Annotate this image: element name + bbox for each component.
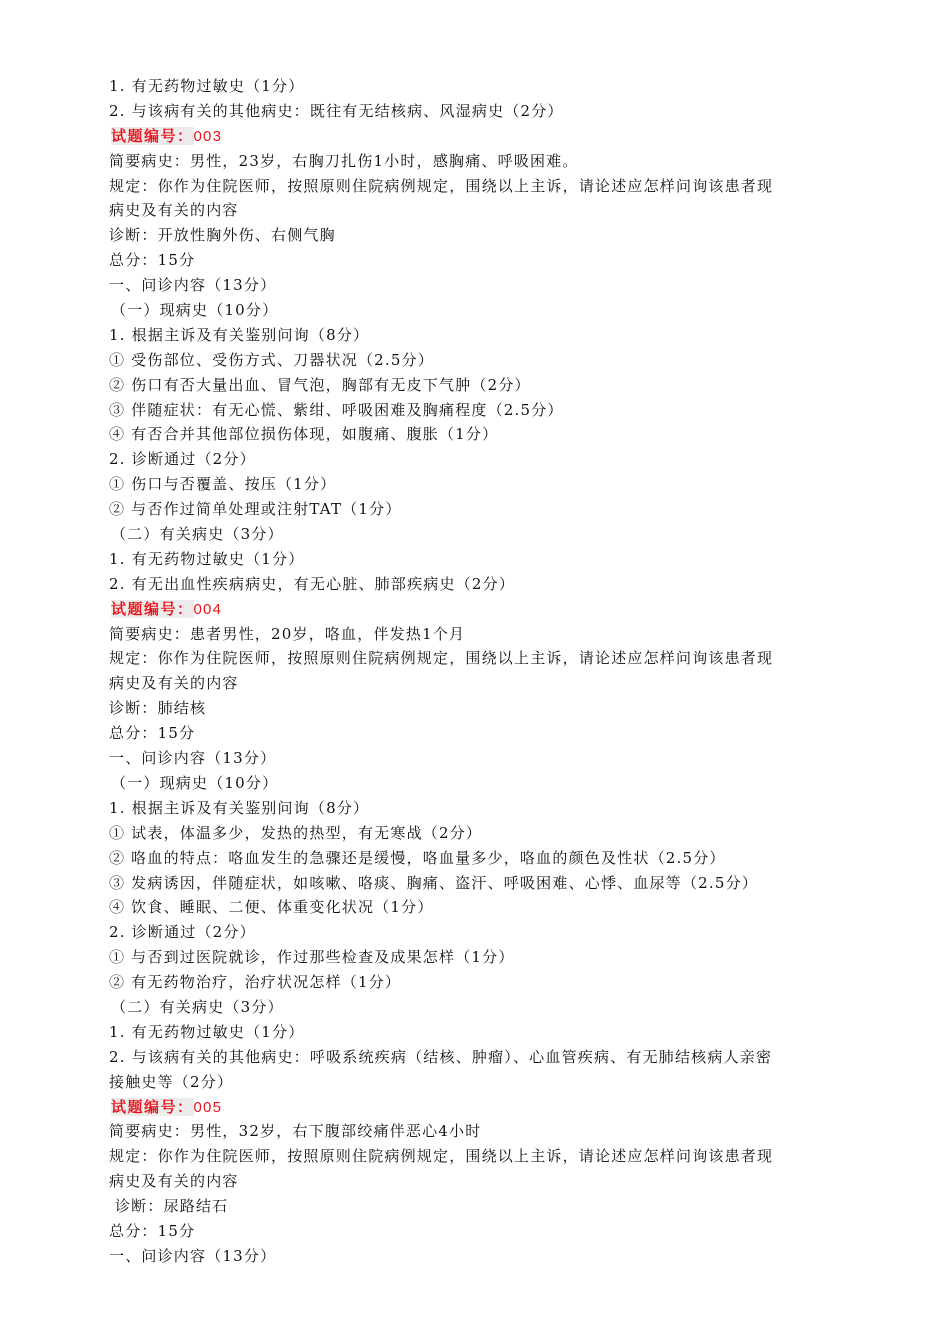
question-id-label: 试题编号： bbox=[111, 599, 194, 618]
text-line: 总分：15分 bbox=[109, 724, 196, 743]
question-id-number: 005 bbox=[193, 1098, 223, 1116]
text-line: 1. 有无药物过敏史（1分） bbox=[109, 549, 305, 568]
text-line: 病史及有关的内容 bbox=[109, 674, 239, 693]
question-id-label: 试题编号： bbox=[111, 126, 194, 145]
text-line: ④ 饮食、睡眠、二便、体重变化状况（1分） bbox=[109, 898, 434, 917]
text-line: ① 受伤部位、受伤方式、刀器状况（2.5分） bbox=[109, 350, 435, 369]
text-line: 1. 根据主诉及有关鉴别问询（8分） bbox=[109, 325, 370, 344]
text-line: 病史及有关的内容 bbox=[109, 1172, 239, 1191]
text-line: 2. 与该病有关的其他病史：呼吸系统疾病（结核、肿瘤）、心血管疾病、有无肺结核病人亲密 bbox=[109, 1047, 773, 1066]
text-line: 2. 诊断通过（2分） bbox=[109, 450, 256, 469]
text-line: ① 试表，体温多少，发热的热型，有无寒战（2分） bbox=[109, 823, 483, 842]
text-line: 一、问诊内容（13分） bbox=[109, 749, 277, 768]
text-line: 2. 与该病有关的其他病史：既往有无结核病、风湿病史（2分） bbox=[109, 101, 564, 120]
text-line: （一）现病史（10分） bbox=[111, 301, 279, 320]
text-line: 诊断：开放性胸外伤、右侧气胸 bbox=[109, 226, 336, 245]
text-line: 规定：你作为住院医师，按照原则住院病例规定，围绕以上主诉，请论述应怎样问询该患者现 bbox=[109, 176, 774, 195]
text-line: （一）现病史（10分） bbox=[111, 773, 279, 792]
text-line: 1. 根据主诉及有关鉴别问询（8分） bbox=[109, 798, 370, 817]
question-id-number: 004 bbox=[193, 600, 223, 618]
text-line: 接触史等（2分） bbox=[109, 1072, 234, 1091]
text-line: （二）有关病史（3分） bbox=[111, 997, 284, 1016]
text-line: ① 与否到过医院就诊，作过那些检查及成果怎样（1分） bbox=[109, 948, 515, 967]
question-id-heading bbox=[109, 597, 829, 622]
text-line: 2. 诊断通过（2分） bbox=[109, 923, 256, 942]
text-line: ② 有无药物治疗，治疗状况怎样（1分） bbox=[109, 973, 402, 992]
text-line: 总分：15分 bbox=[109, 1221, 196, 1240]
question-id-label: 试题编号： bbox=[111, 1097, 194, 1116]
text-line: ③ 伴随症状：有无心慌、紫绀、呼吸困难及胸痛程度（2.5分） bbox=[109, 400, 564, 419]
question-id-heading bbox=[109, 1095, 829, 1120]
document-page bbox=[109, 74, 829, 1269]
text-line: 诊断：肺结核 bbox=[109, 699, 207, 718]
text-line: 1. 有无药物过敏史（1分） bbox=[109, 1022, 305, 1041]
text-line: 规定：你作为住院医师，按照原则住院病例规定，围绕以上主诉，请论述应怎样问询该患者现 bbox=[109, 1147, 774, 1166]
text-line: 规定：你作为住院医师，按照原则住院病例规定，围绕以上主诉，请论述应怎样问询该患者现 bbox=[109, 649, 774, 668]
text-line: 一、问诊内容（13分） bbox=[109, 1246, 277, 1265]
text-line: 简要病史：男性，23岁，右胸刀扎伤1小时，感胸痛、呼吸困难。 bbox=[109, 151, 579, 170]
text-line: 2. 有无出血性疾病病史，有无心脏、肺部疾病史（2分） bbox=[109, 574, 516, 593]
text-line: ③ 发病诱因，伴随症状，如咳嗽、咯痰、胸痛、盗汗、呼吸困难、心悸、血尿等（2.5分） bbox=[109, 873, 759, 892]
text-line: （二）有关病史（3分） bbox=[111, 525, 284, 544]
text-line: ① 伤口与否覆盖、按压（1分） bbox=[109, 475, 337, 494]
text-line: ② 咯血的特点：咯血发生的急骤还是缓慢，咯血量多少，咯血的颜色及性状（2.5分） bbox=[109, 848, 726, 867]
text-line: ② 伤口有否大量出血、冒气泡，胸部有无皮下气肿（2分） bbox=[109, 375, 531, 394]
text-line: ② 与否作过简单处理或注射TAT（1分） bbox=[109, 500, 402, 519]
text-line: ④ 有否合并其他部位损伤体现，如腹痛、腹胀（1分） bbox=[109, 425, 499, 444]
text-line: 病史及有关的内容 bbox=[109, 201, 239, 220]
text-line: 一、问诊内容（13分） bbox=[109, 276, 277, 295]
question-id-number: 003 bbox=[193, 127, 223, 145]
question-id-heading bbox=[109, 124, 829, 149]
text-line: 简要病史：患者男性，20岁，咯血，伴发热1个月 bbox=[109, 624, 466, 643]
text-line: 诊断：尿路结石 bbox=[109, 1197, 229, 1216]
text-line: 1. 有无药物过敏史（1分） bbox=[109, 77, 305, 95]
text-line: 简要病史：男性，32岁，右下腹部绞痛伴恶心4小时 bbox=[109, 1122, 482, 1141]
text-line: 总分：15分 bbox=[109, 251, 196, 270]
